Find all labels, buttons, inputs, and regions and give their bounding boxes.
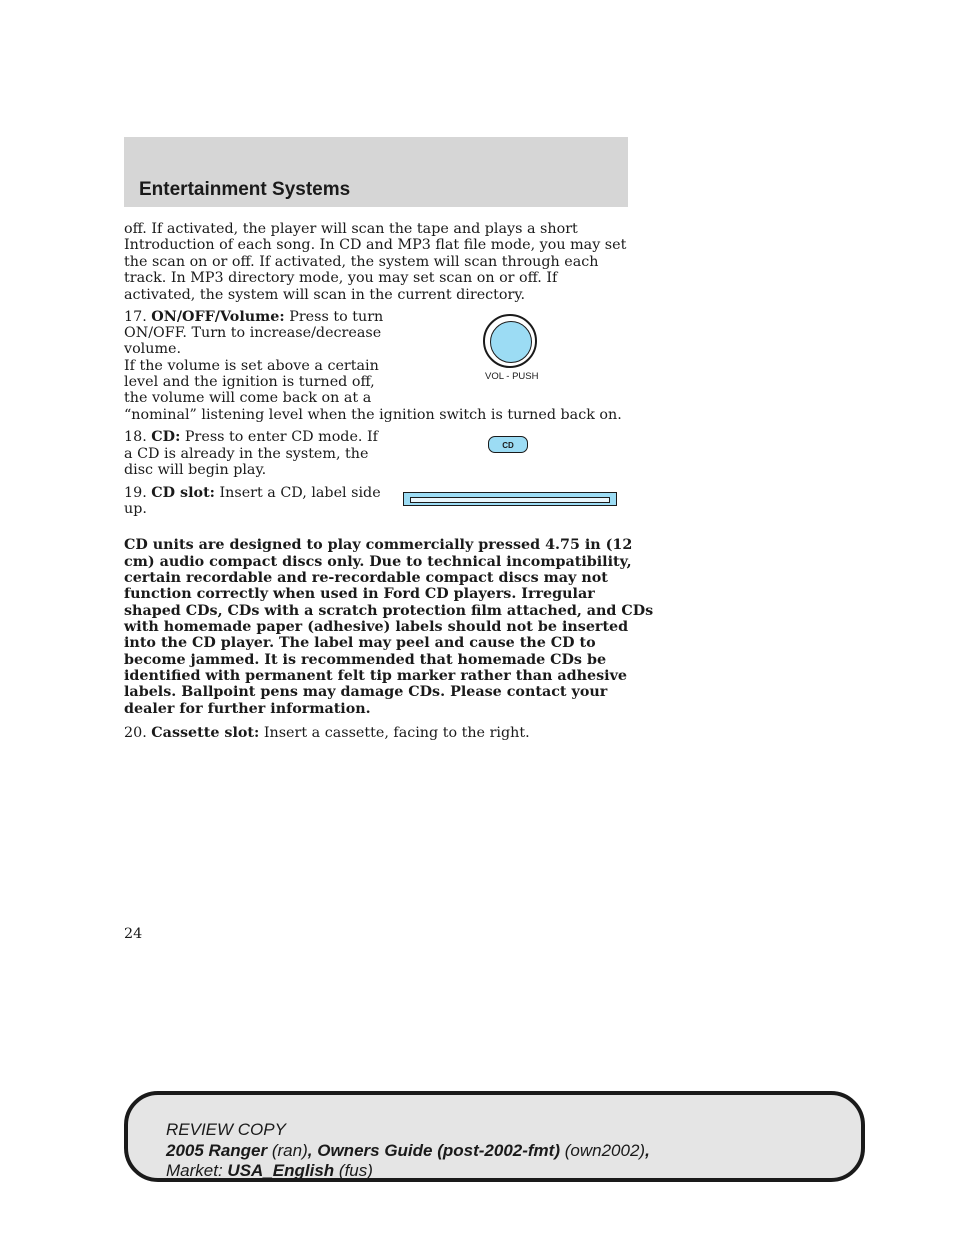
footer-separator: , <box>645 1141 650 1160</box>
warning-line: into the CD player. The label may peel and cause the CD to <box>124 635 596 651</box>
item-label: Cassette slot: <box>151 725 260 741</box>
item-text: up. <box>124 501 147 517</box>
item-text: ON/OFF. Turn to increase/decrease <box>124 325 382 341</box>
footer-market: USA_English <box>227 1161 335 1180</box>
footer-review-label: REVIEW COPY <box>166 1120 286 1139</box>
item-text: Press to enter CD mode. If <box>184 429 378 445</box>
footer-guide-code: (own2002) <box>564 1141 646 1160</box>
warning-line: CD units are designed to play commercially pressed 4.75 in (12 <box>124 537 633 553</box>
warning-line: shaped CDs, CDs with a scratch protection film attached, and CDs <box>124 603 654 619</box>
volume-knob-ring <box>483 314 537 368</box>
item-number: 18. <box>124 429 147 445</box>
footer-separator: , <box>307 1141 313 1160</box>
item-text: a CD is already in the system, the <box>124 446 369 462</box>
item-text: disc will begin play. <box>124 462 267 478</box>
footer-model: 2005 Ranger <box>166 1141 268 1160</box>
cd-slot-illustration <box>403 492 617 506</box>
item-number: 20. <box>124 725 147 741</box>
page-number: 24 <box>124 926 143 942</box>
cd-slot-opening <box>410 497 610 503</box>
warning-line: dealer for further information. <box>124 701 371 717</box>
warning-line: function correctly when used in Ford CD players. Irregular <box>124 586 595 602</box>
warning-line: labels. Ballpoint pens may damage CDs. Please contact your <box>124 684 608 700</box>
footer-guide: Owners Guide (post-2002-fmt) <box>317 1141 560 1160</box>
warning-line: certain recordable and re-recordable compact discs may not <box>124 570 608 586</box>
footer-market-label: Market: <box>166 1161 223 1180</box>
volume-knob-face <box>490 321 532 363</box>
item-label: CD: <box>151 429 181 445</box>
item-number: 17. <box>124 309 147 325</box>
warning-line: become jammed. It is recommended that homemade CDs be <box>124 652 607 668</box>
item-label: ON/OFF/Volume: <box>151 309 285 325</box>
item-number: 19. <box>124 485 147 501</box>
item-text: “nominal” listening level when the ignition switch is turned back on. <box>124 407 622 423</box>
volume-knob-illustration <box>483 314 537 368</box>
item-text: Insert a cassette, facing to the right. <box>263 725 530 741</box>
item-text: volume. <box>124 341 182 357</box>
section-header <box>124 137 628 207</box>
footer-document-line <box>166 1141 650 1161</box>
section-title: Entertainment Systems <box>139 179 351 200</box>
footer-market-code: (fus) <box>338 1161 373 1180</box>
item-text: level and the ignition is turned off, <box>124 374 375 390</box>
volume-knob-label: VOL - PUSH <box>485 371 539 382</box>
warning-line: identified with permanent felt tip marker rather than adhesive <box>124 668 627 684</box>
cd-button-illustration: CD <box>488 436 528 453</box>
item-text: If the volume is set above a certain <box>124 358 379 374</box>
footer-market-line <box>166 1161 373 1181</box>
item-20 <box>124 725 530 741</box>
intro-paragraph: off. If activated, the player will scan the tape and plays a short Introduction of each song. In CD and MP3 flat file mode, you may set the scan on or off. If activated, the system will scan through each track. In MP3 directory mode, you may set scan on or off. If activated, the system will scan in the current directory. <box>124 221 627 303</box>
item-text: the volume will come back on at a <box>124 390 372 406</box>
footer-model-code: (ran) <box>271 1141 308 1160</box>
warning-line: cm) audio compact discs only. Due to technical incompatibility, <box>124 554 632 570</box>
warning-line: with homemade paper (adhesive) labels should not be inserted <box>124 619 629 635</box>
item-text: Press to turn <box>289 309 384 325</box>
item-label: CD slot: <box>151 485 215 501</box>
review-footer <box>124 1091 865 1182</box>
item-text: Insert a CD, label side <box>219 485 381 501</box>
